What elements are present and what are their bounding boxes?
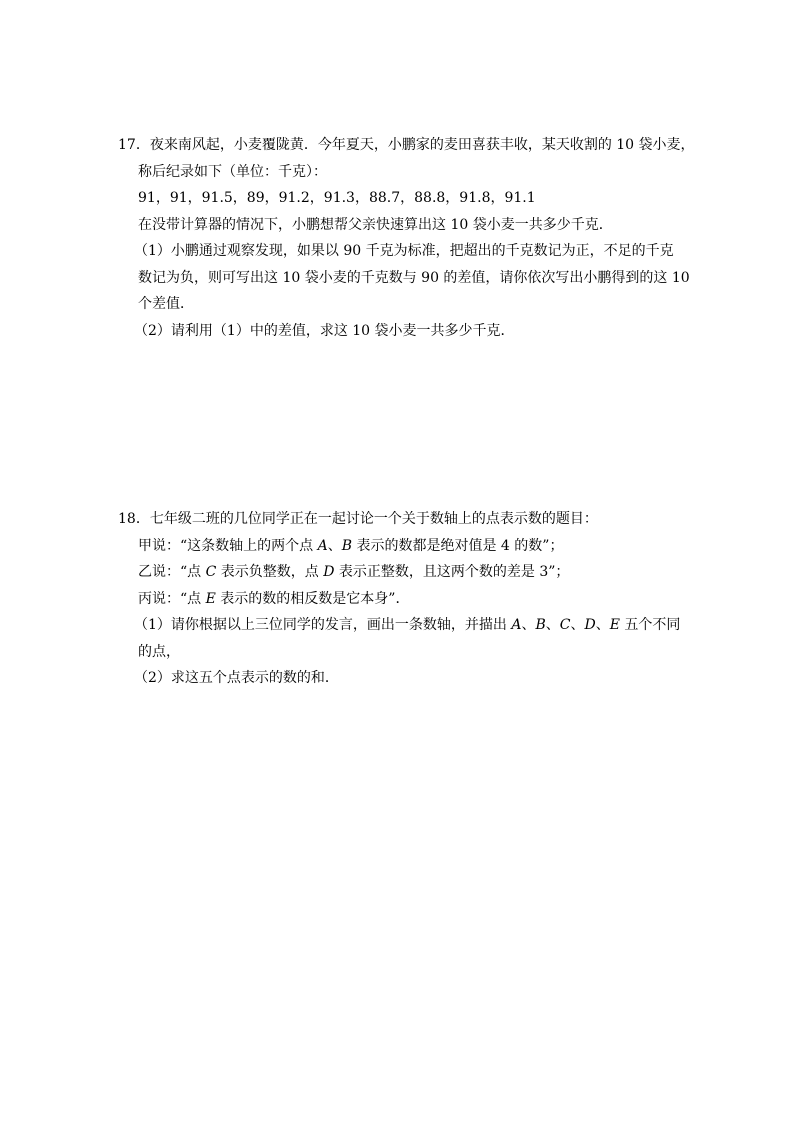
q18-part1-d: D xyxy=(584,617,596,633)
q18-part2-line-1: （2）求这五个点表示的数的和． xyxy=(134,670,339,686)
q17-stem-line-1 xyxy=(118,132,695,159)
q18-part1-line-2: 的点， xyxy=(138,643,180,660)
q17-part2-line-1: （2）请利用（1）中的差值，求这 10 袋小麦一共多少千克． xyxy=(134,322,515,339)
q18-point-e: E xyxy=(205,590,216,607)
q18-part1-s4: 、 xyxy=(595,617,610,633)
q17-part1-line-1: （1）小鹏通过观察发现，如果以 90 千克为标准，把超出的千克数记为正，不足的千克 xyxy=(134,243,674,259)
q18-part1-s1: 、 xyxy=(521,617,536,633)
q18-bing-suffix: 表示的数的相反数是它本身”． xyxy=(215,590,410,607)
q18-part1-a: A xyxy=(511,617,522,633)
q18-stem-line-1 xyxy=(118,506,688,533)
question-18 xyxy=(118,506,688,692)
q18-bing-prefix: 丙说：“点 xyxy=(138,590,206,607)
q18-jia-sep: 、 xyxy=(327,537,342,554)
q17-number: 17． xyxy=(118,137,150,153)
q18-point-d: D xyxy=(323,564,335,580)
q18-jia-statement xyxy=(118,533,688,560)
q18-stem-text-1: 七年级二班的几位同学正在一起讨论一个关于数轴上的点表示数的题目： xyxy=(149,511,598,527)
q18-part1-s3: 、 xyxy=(570,617,585,633)
q18-point-a: A xyxy=(317,537,328,554)
q18-yi-prefix: 乙说：“点 xyxy=(138,564,206,580)
q17-part1-line-3: 个差值． xyxy=(138,296,194,312)
q18-part1-e: E xyxy=(609,617,620,633)
q17-stem-line-2: 称后纪录如下（单位：千克）： xyxy=(138,163,327,180)
q18-yi-suffix: 表示正整数，且这两个数的差是 3”； xyxy=(334,564,570,580)
q17-stem-text-1: 夜来南风起，小麦覆陇黄．今年夏天，小鹏家的麦田喜获丰收，某天收割的 10 袋小麦， xyxy=(149,137,695,153)
q18-point-b: B xyxy=(341,537,353,554)
q18-part1-c: C xyxy=(559,617,571,633)
q17-part1-line-2: 数记为负，则可写出这 10 袋小麦的千克数与 90 的差值，请你依次写出小鹏得到的这 10 xyxy=(138,269,690,286)
q18-point-c: C xyxy=(205,564,217,580)
q18-part1-suffix: 五个不同 xyxy=(619,617,681,633)
q18-part1-s2: 、 xyxy=(545,617,560,633)
q18-yi-statement xyxy=(118,559,688,586)
q18-jia-suffix: 表示的数都是绝对值是 4 的数”； xyxy=(352,537,564,554)
q18-part1-prefix: （1）请你根据以上三位同学的发言，画出一条数轴，并描出 xyxy=(134,617,512,633)
q18-yi-mid: 表示负整数，点 xyxy=(216,564,324,580)
q18-number: 18． xyxy=(118,511,150,527)
q18-jia-prefix: 甲说：“这条数轴上的两个点 xyxy=(138,537,318,554)
question-17 xyxy=(118,132,695,344)
q18-bing-statement xyxy=(118,586,688,613)
q17-context-line: 在没带计算器的情况下，小鹏想帮父亲快速算出这 10 袋小麦一共多少千克． xyxy=(138,216,613,233)
q18-part1-b: B xyxy=(535,617,546,633)
q18-part1-line-1 xyxy=(118,612,688,639)
q17-data-line: 91，91，91.5，89，91.2，91.3，88.7，88.8，91.8，91.1 xyxy=(138,190,536,206)
